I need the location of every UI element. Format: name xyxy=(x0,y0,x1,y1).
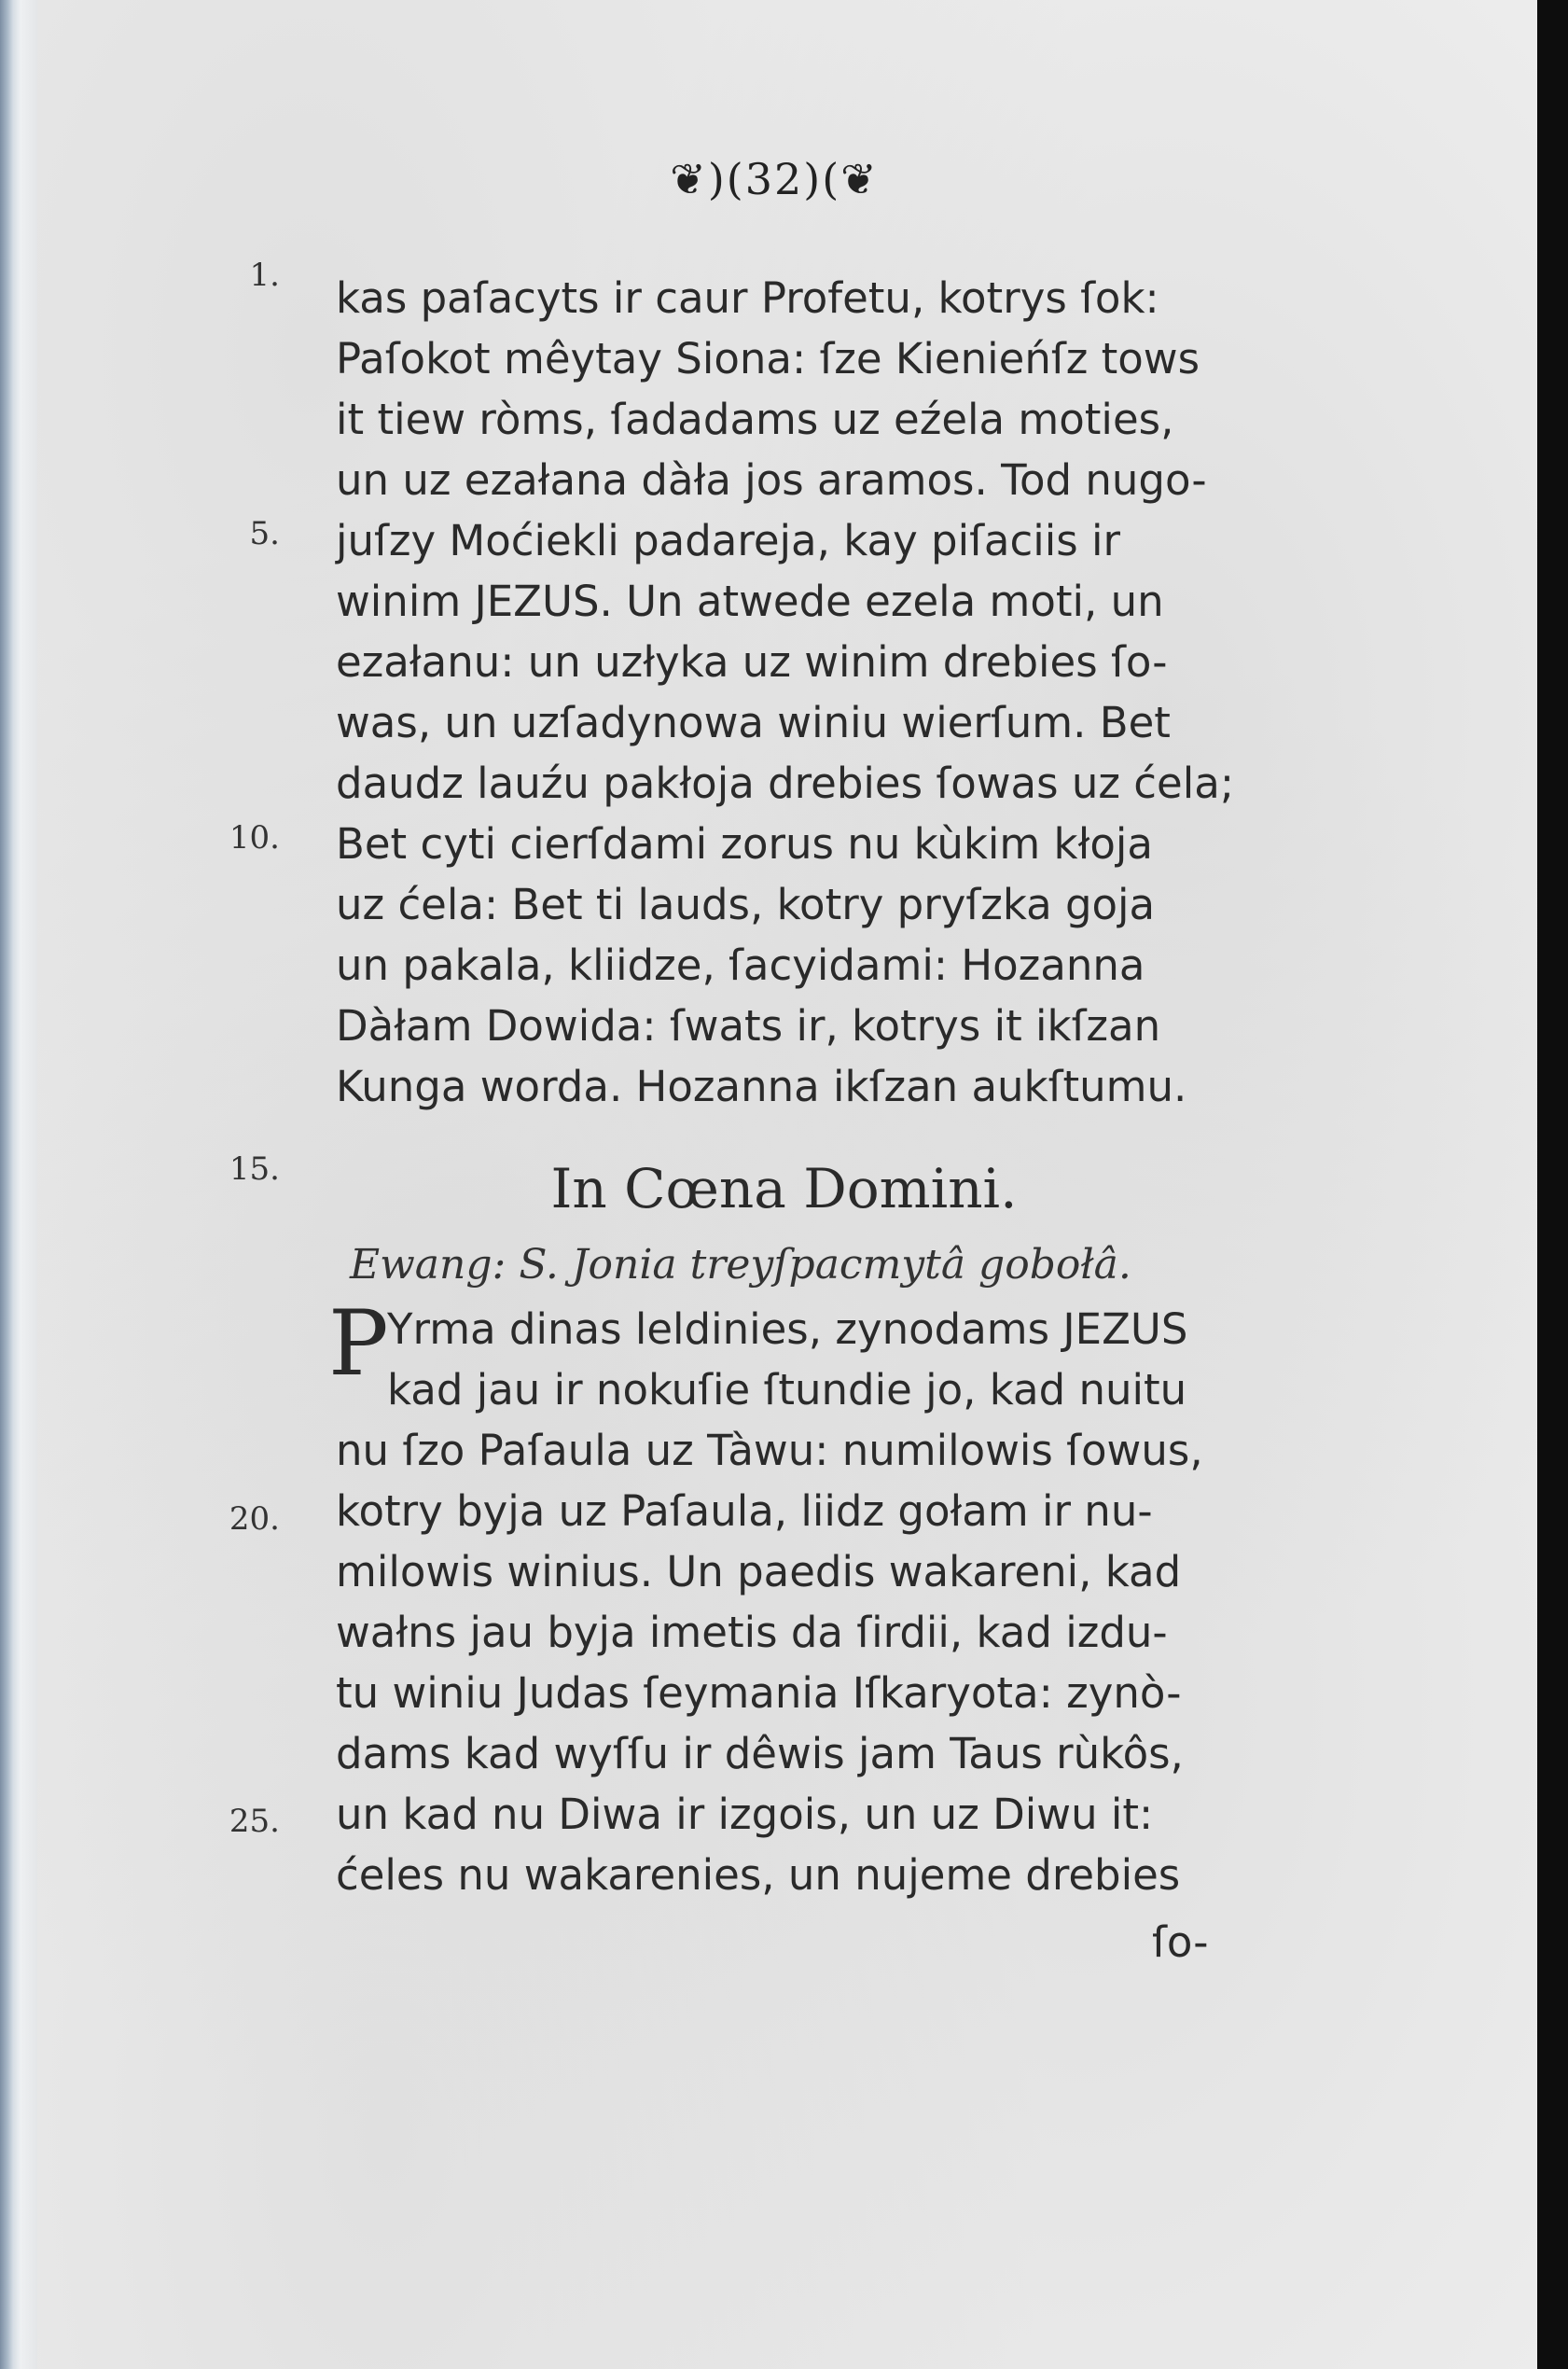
text-line: Dàłam Dowida: ſwats ir, kotrys it ikſzan xyxy=(336,1001,1161,1051)
text-line: uz ćela: Bet ti lauds, kotry pryſzka goja xyxy=(336,880,1156,929)
text-line: ezałanu: un uzłyka uz winim drebies ſo- xyxy=(336,637,1168,687)
text-line: tu winiu Judas ſeymania Iſkaryota: zynò- xyxy=(336,1668,1182,1718)
line-number: 5. xyxy=(249,515,280,552)
line-number: 10. xyxy=(229,819,280,857)
section-subtitle: Ewang: S. Jonia treyſpacmytâ gobołâ. xyxy=(350,1241,1131,1289)
text-line: kas paſacyts ir caur Profetu, kotrys ſok: xyxy=(336,273,1159,323)
catchword: ſo- xyxy=(1152,1917,1209,1967)
text-line: kad jau ir nokuſie ſtundie jo, kad nuitu xyxy=(387,1365,1187,1414)
text-line: un kad nu Diwa ir izgois, un uz Diwu it: xyxy=(336,1790,1154,1839)
text-line: juſzy Moćiekli padareja, kay piſaciis ir xyxy=(336,516,1121,565)
line-number: 15. xyxy=(229,1150,280,1188)
text-line: un pakala, kliidze, ſacyidami: Hozanna xyxy=(336,941,1145,990)
text-line: dams kad wyſſu ir dêwis jam Taus rùkôs, xyxy=(336,1729,1184,1778)
text-line: daudz lauźu pakłoja drebies ſowas uz ćela; xyxy=(336,759,1234,808)
text-line: winim JEZUS. Un atwede ezela moti, un xyxy=(336,577,1164,626)
line-number: 25. xyxy=(229,1803,280,1840)
line-number: 1. xyxy=(249,257,280,294)
line-number: 20. xyxy=(229,1500,280,1538)
text-line: kotry byja uz Paſaula, liidz gołam ir nu- xyxy=(336,1486,1153,1536)
drop-cap: P xyxy=(328,1291,389,1396)
page-header: ❦)(32)(❦ xyxy=(670,154,879,204)
text-line: milowis winius. Un paedis wakareni, kad xyxy=(336,1547,1182,1596)
text-line: un uz ezałana dàła jos aramos. Tod nugo- xyxy=(336,455,1207,505)
text-line: ćeles nu wakarenies, un nujeme drebies xyxy=(336,1850,1181,1900)
text-line: Paſokot mêytay Siona: ſze Kienieńſz tows xyxy=(336,334,1200,383)
text-line: was, un uzſadynowa winiu wierſum. Bet xyxy=(336,698,1171,747)
section-title: In Cœna Domini. xyxy=(550,1157,1018,1220)
text-line: Yrma dinas leldinies, zynodams JEZUS xyxy=(387,1304,1188,1354)
text-line: nu ſzo Paſaula uz Tàwu: numilowis ſowus, xyxy=(336,1426,1203,1475)
text-line: Bet cyti cierſdami zorus nu kùkim kłoja xyxy=(336,819,1154,869)
text-line: it tiew ròms, ſadadams uz eźela moties, xyxy=(336,395,1174,444)
text-line: Kunga worda. Hozanna ikſzan aukſtumu. xyxy=(336,1062,1187,1111)
text-line: wałns jau byja imetis da ſirdii, kad izdu- xyxy=(336,1608,1168,1657)
